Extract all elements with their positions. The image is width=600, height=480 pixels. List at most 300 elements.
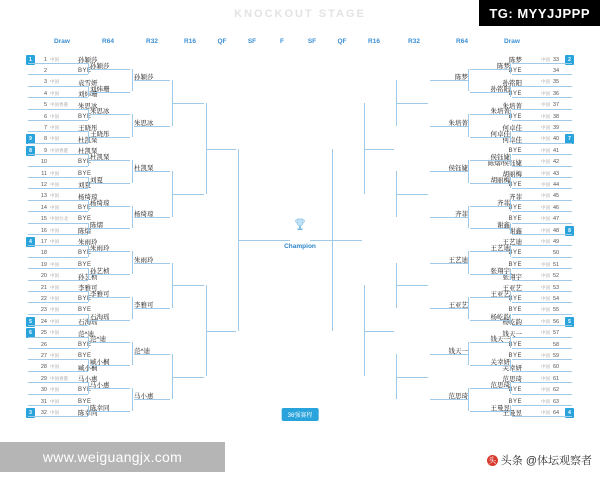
bracket-line — [470, 388, 510, 389]
player-name: 关幸妍 — [490, 359, 510, 367]
draw-number: 4 — [43, 90, 47, 97]
bracket-line — [470, 183, 510, 184]
player-name: 钱天一 — [490, 336, 510, 344]
r64-right-9[interactable] — [470, 240, 510, 255]
bracket-connector — [468, 297, 469, 320]
bracket-line — [134, 263, 170, 264]
draw-number: 48 — [553, 227, 560, 234]
player-club: 中国 — [541, 227, 550, 233]
r64-right-15[interactable] — [470, 377, 510, 392]
r64-left-11[interactable] — [90, 286, 130, 301]
bracket-line — [90, 160, 130, 161]
draw-number: 28 — [40, 364, 47, 371]
r64-right-13[interactable] — [470, 331, 510, 346]
player-name: 陈幸同 — [78, 410, 98, 418]
draw-number: 46 — [553, 204, 560, 211]
player-name: 钱天一 — [502, 330, 522, 338]
bracket-line — [28, 416, 88, 417]
player-name: 王亚艺 — [490, 290, 510, 298]
bracket-line — [396, 377, 428, 378]
r64-right-7[interactable] — [470, 195, 510, 210]
r32-right-3[interactable] — [430, 160, 468, 175]
player-name: 孙颖莎 — [134, 74, 154, 82]
bracket-connector — [468, 206, 469, 229]
r64-left-10[interactable] — [90, 263, 130, 278]
player-name: 陈熠 — [78, 228, 91, 235]
draw-number: 12 — [40, 181, 47, 188]
player-name: 王曼昱 — [490, 404, 510, 412]
draw-number: 35 — [553, 79, 560, 86]
bracket-line — [90, 137, 130, 138]
draw-number: 20 — [40, 273, 47, 280]
player-name: 齐菲 — [455, 210, 468, 218]
round-header-7: SF — [307, 38, 317, 45]
bracket-connector — [88, 359, 89, 370]
draw-number: 3 — [43, 79, 47, 86]
r32-left-5[interactable] — [134, 252, 170, 267]
bracket-connector — [88, 337, 89, 348]
draw-number: 26 — [40, 341, 47, 348]
draw-number: 54 — [553, 295, 560, 302]
player-name: BYE — [508, 352, 522, 359]
r64-left-1[interactable] — [90, 58, 130, 73]
bracket-line — [134, 126, 170, 127]
source-credit — [487, 452, 592, 468]
player-name: 孙铭阳 — [490, 85, 510, 93]
player-club: 中国 — [541, 284, 550, 290]
player-name: 朱思冰 — [134, 119, 154, 127]
player-name: 王亚艺 — [448, 302, 468, 310]
bracket-line — [430, 399, 468, 400]
player-club: 中国 — [541, 90, 550, 96]
player-name: 刘夏 — [78, 182, 91, 190]
bracket-connector — [132, 206, 133, 229]
url-watermark: www.weiguangjx.com — [0, 442, 225, 472]
player-name: 钱天一 — [448, 347, 468, 355]
player-name: 马小惠 — [78, 376, 98, 384]
bracket-connector — [132, 342, 133, 365]
player-name: 谢鑫 — [497, 222, 510, 230]
bracket-connector — [468, 251, 469, 274]
player-name: BYE — [78, 261, 92, 268]
seed-badge: 8 — [565, 226, 574, 236]
draw-number: 55 — [553, 307, 560, 314]
player-name: 马小惠 — [90, 381, 110, 389]
r64-right-6[interactable] — [470, 172, 510, 187]
r32-right-4[interactable] — [430, 206, 468, 221]
player-name: BYE — [78, 352, 92, 359]
r64-left-4[interactable] — [90, 126, 130, 141]
player-name: BYE — [508, 67, 522, 74]
seed-badge: 3 — [26, 408, 35, 418]
player-name: 杜凯琹 — [78, 136, 98, 144]
draw-number: 13 — [40, 193, 47, 200]
r64-right-10[interactable] — [470, 263, 510, 278]
bracket-line — [90, 365, 130, 366]
player-name: 杜凯琹 — [134, 165, 154, 173]
player-name: 刘炜珊 — [78, 91, 98, 99]
player-name: 朱培菁 — [490, 108, 510, 116]
r64-right-11[interactable] — [470, 286, 510, 301]
bracket-line — [470, 274, 510, 275]
watermark-title: KNOCKOUT STAGE — [234, 8, 366, 20]
draw-number: 16 — [40, 227, 47, 234]
draw-number: 27 — [40, 352, 47, 359]
bracket-line — [90, 228, 130, 229]
player-name: 陈梦 — [509, 57, 522, 64]
player-name: 范思琦 — [490, 381, 510, 389]
r32-right-7[interactable] — [430, 343, 468, 358]
r32-left-6[interactable] — [134, 297, 170, 312]
player-name: 何卓佳 — [502, 136, 522, 144]
bracket-connector — [510, 359, 511, 370]
draw-number: 36 — [553, 90, 560, 97]
player-name: 刘夏 — [90, 176, 103, 184]
r32-left-2[interactable] — [134, 115, 170, 130]
bracket-connector — [88, 86, 89, 97]
player-name: 杨绮琼 — [134, 210, 154, 218]
draw-number: 53 — [553, 284, 560, 291]
bracket-connector — [510, 223, 511, 234]
bracket-line — [470, 92, 510, 93]
player-name: 石洵瑶 — [90, 313, 110, 321]
r64-right-16[interactable] — [470, 400, 510, 415]
bracket-line — [430, 80, 468, 81]
bracket-line — [206, 149, 236, 150]
draw-number: 10 — [40, 159, 47, 166]
player-club: 中国 — [50, 330, 59, 336]
round-header-5: SF — [247, 38, 257, 45]
bracket-connector — [510, 109, 511, 120]
bracket-line — [310, 240, 332, 241]
bracket-connector — [468, 69, 469, 92]
player-club: 中国台北 — [50, 216, 68, 222]
player-club: 中国 — [541, 273, 550, 279]
draw-number: 63 — [553, 398, 560, 405]
player-name: 张翔宇 — [502, 273, 522, 281]
draw-number: 18 — [40, 250, 47, 257]
player-name: 范思琦 — [448, 393, 468, 401]
bracket-connector — [468, 342, 469, 365]
seed-badge: 4 — [26, 237, 35, 247]
player-club: 中国 — [50, 113, 59, 119]
player-name: BYE — [508, 307, 522, 314]
player-club: 中国 — [541, 409, 550, 415]
r64-left-13[interactable] — [90, 331, 130, 346]
r64-right-8[interactable] — [470, 217, 510, 232]
player-name: 谢鑫 — [509, 228, 522, 235]
tg-badge: TG: MYYJJPPP — [479, 0, 600, 26]
draw-number: 25 — [40, 330, 47, 337]
player-name: 孙颖莎 — [90, 62, 110, 70]
player-name: BYE — [508, 113, 522, 120]
r64-left-12[interactable] — [90, 309, 130, 324]
bracket-connector — [88, 245, 89, 256]
r32-right-2[interactable] — [430, 115, 468, 130]
player-name: 杜凯琹 — [78, 148, 98, 156]
bracket-line — [430, 263, 468, 264]
r32-right-6[interactable] — [430, 297, 468, 312]
draw-number: 11 — [41, 170, 47, 177]
r64-right-4[interactable] — [470, 126, 510, 141]
draw-number: 30 — [40, 387, 47, 394]
bracket-connector — [88, 405, 89, 416]
bracket-connector — [510, 405, 511, 416]
bracket-connector — [132, 297, 133, 320]
draw-number: 57 — [553, 330, 560, 337]
player-name: 刘炜珊 — [90, 85, 110, 93]
r32-left-3[interactable] — [134, 160, 170, 175]
player-club: 中国 — [50, 364, 59, 370]
bracket-line — [90, 411, 130, 412]
player-name: BYE — [508, 181, 522, 188]
bracket-line — [364, 331, 394, 332]
draw-number: 43 — [553, 170, 560, 177]
round-header-6: F — [280, 38, 284, 45]
bracket-connector — [510, 291, 511, 302]
player-name: 王艺迪 — [448, 256, 468, 264]
bracket-connector — [88, 223, 89, 234]
r64-left-9[interactable] — [90, 240, 130, 255]
bracket-line — [172, 194, 204, 195]
r32-right-1[interactable] — [430, 69, 468, 84]
player-name: 孙艺桢 — [90, 267, 110, 275]
player-club: 中国 — [541, 170, 550, 176]
bracket-line — [470, 297, 510, 298]
bracket-connector — [468, 114, 469, 137]
bracket-connector — [88, 154, 89, 165]
player-club: 中国 — [541, 352, 550, 358]
bracket-line — [90, 114, 130, 115]
player-name: 杨绮琼 — [90, 199, 110, 207]
r64-left-6[interactable] — [90, 172, 130, 187]
bracket-line — [430, 126, 468, 127]
round-header-10: R32 — [408, 38, 420, 45]
player-club: 中国 — [541, 307, 550, 313]
player-name: 马小惠 — [134, 393, 154, 401]
draw-number: 41 — [553, 147, 560, 154]
seed-badge: 6 — [26, 328, 35, 338]
player-name: BYE — [78, 295, 92, 302]
player-club: 中国 — [541, 398, 550, 404]
player-name: 李雅可 — [134, 302, 154, 310]
player-name: 陈梦 — [455, 74, 468, 82]
bracket-line — [172, 103, 204, 104]
player-name: 侯钰婕 — [490, 153, 510, 161]
bracket-connector — [88, 131, 89, 142]
player-name: 关幸妍 — [502, 364, 522, 372]
player-name: 朱雨玲 — [90, 245, 110, 253]
player-name: BYE — [508, 250, 522, 257]
bracket-line — [512, 416, 572, 417]
draw-number: 1 — [43, 56, 47, 63]
player-club: 中国 — [541, 216, 550, 222]
player-name: BYE — [508, 341, 522, 348]
draw-number: 44 — [553, 181, 560, 188]
r32-left-1[interactable] — [134, 69, 170, 84]
draw-number: 60 — [553, 364, 560, 371]
player-club: 中国 — [50, 90, 59, 96]
player-name: BYE — [78, 216, 92, 223]
r64-right-14[interactable] — [470, 354, 510, 369]
r64-left-15[interactable] — [90, 377, 130, 392]
player-club: 中国 — [541, 159, 550, 165]
player-club: 中国 — [541, 318, 550, 324]
player-club: 中国 — [50, 170, 59, 176]
player-name: BYE — [78, 307, 92, 314]
player-name: 齐菲 — [509, 193, 522, 201]
bracket-connector — [88, 109, 89, 120]
bracket-line — [172, 285, 204, 286]
draw-number: 6 — [43, 113, 47, 120]
bracket-line — [90, 297, 130, 298]
draw-number: 14 — [40, 204, 47, 211]
source-text: 头条 @体坛观察者 — [500, 455, 592, 467]
r64-left-16[interactable] — [90, 400, 130, 415]
draw-number: 7 — [43, 124, 47, 131]
r64-left-14[interactable] — [90, 354, 130, 369]
r32-left-8[interactable] — [134, 388, 170, 403]
player-name: 石洵瑶 — [78, 319, 98, 327]
r64-left-7[interactable] — [90, 195, 130, 210]
bracket-line — [396, 194, 428, 195]
bracket-line — [470, 365, 510, 366]
bracket-line — [364, 149, 394, 150]
draw-number: 23 — [40, 307, 47, 314]
bracket-connector — [468, 160, 469, 183]
champion-label: Champion — [284, 243, 316, 250]
seed-badge: 5 — [565, 317, 574, 327]
player-club: 中国 — [541, 79, 550, 85]
player-club: 中国 — [541, 147, 550, 153]
player-club: 中国 — [541, 56, 550, 62]
player-name: 朱雨玲 — [78, 239, 98, 247]
draw-number: 22 — [40, 295, 47, 302]
bracket-line — [470, 228, 510, 229]
player-name: 臧小桐 — [90, 359, 110, 367]
draw-number: 38 — [553, 113, 560, 120]
bracket-line — [470, 342, 510, 343]
r32-right-8[interactable] — [430, 388, 468, 403]
r64-left-2[interactable] — [90, 81, 130, 96]
bracket-line — [430, 171, 468, 172]
toutiao-icon: 头 — [488, 455, 497, 465]
seed-badge: 7 — [565, 134, 574, 144]
r64-right-12[interactable] — [470, 309, 510, 324]
draw-row-right-64[interactable] — [502, 405, 574, 420]
player-club: 中国 — [50, 284, 59, 290]
player-name: 杜凯琹 — [90, 153, 110, 161]
player-name: 杨屹韵 — [502, 319, 522, 327]
bracket-connector — [88, 382, 89, 393]
player-name: 陈幸同 — [90, 404, 110, 412]
player-name: 朱雨玲 — [134, 256, 154, 264]
round-header-12: Draw — [504, 38, 520, 45]
draw-row-left-32[interactable] — [26, 405, 98, 420]
draw-number: 50 — [553, 250, 560, 257]
player-club: 中国 — [50, 238, 59, 244]
bracket-connector — [510, 245, 511, 256]
player-club: 中国 — [541, 102, 550, 108]
player-club: 中国 — [50, 261, 59, 267]
bracket-connector — [510, 200, 511, 211]
player-club: 中国香港 — [50, 102, 68, 108]
bracket-connector — [88, 291, 89, 302]
player-club: 中国 — [50, 295, 59, 301]
r64-left-8[interactable] — [90, 217, 130, 232]
draw-number: 39 — [553, 124, 560, 131]
bracket-connector — [88, 314, 89, 325]
player-name: BYE — [508, 295, 522, 302]
player-name: BYE — [508, 398, 522, 405]
player-club: 中国 — [50, 227, 59, 233]
draw-number: 33 — [553, 56, 560, 63]
r64-right-1[interactable] — [470, 58, 510, 73]
draw-number: 58 — [553, 341, 560, 348]
player-name: 范思琦 — [502, 376, 522, 384]
bracket-line — [90, 206, 130, 207]
trophy-icon — [294, 218, 306, 232]
bracket-line — [90, 388, 130, 389]
bracket-line — [134, 399, 170, 400]
player-name: 李雅可 — [90, 290, 110, 298]
player-name: BYE — [78, 398, 92, 405]
r32-left-4[interactable] — [134, 206, 170, 221]
bracket-connector — [510, 268, 511, 279]
bracket-connector — [88, 63, 89, 74]
r64-left-5[interactable] — [90, 149, 130, 164]
r64-left-3[interactable] — [90, 103, 130, 118]
draw-number: 31 — [40, 398, 47, 405]
draw-number: 5 — [43, 102, 47, 109]
player-club: 中国 — [50, 204, 59, 210]
draw-number: 8 — [43, 136, 47, 143]
bracket-line — [430, 354, 468, 355]
bracket-line — [470, 320, 510, 321]
r32-right-5[interactable] — [430, 252, 468, 267]
r64-right-2[interactable] — [470, 81, 510, 96]
seed-badge: 8 — [26, 146, 35, 156]
bracket-connector — [88, 200, 89, 211]
draw-number: 24 — [40, 318, 47, 325]
draw-number: 15 — [40, 216, 47, 223]
player-club: 中国 — [541, 261, 550, 267]
bracket-line — [134, 80, 170, 81]
seed-badge: 4 — [565, 408, 574, 418]
bracket-line — [430, 308, 468, 309]
player-club: 中国香港 — [50, 147, 68, 153]
draw-number: 47 — [553, 216, 560, 223]
draw-number: 42 — [553, 159, 560, 166]
player-name: 何卓佳 — [490, 131, 510, 139]
player-name: 王艺迪 — [502, 239, 522, 247]
r64-right-3[interactable] — [470, 103, 510, 118]
bracket-connector — [510, 86, 511, 97]
bracket-line — [470, 411, 510, 412]
player-club: 中国 — [541, 364, 550, 370]
player-name: 张翔宇 — [490, 267, 510, 275]
r64-right-5[interactable] — [470, 149, 510, 164]
bracket-line — [90, 320, 130, 321]
player-club: 中国 — [541, 181, 550, 187]
player-club: 中国 — [50, 273, 59, 279]
round-header-2: R32 — [146, 38, 158, 45]
player-name: 范^迪 — [90, 336, 107, 344]
draw-number: 21 — [40, 284, 47, 291]
bracket-connector — [510, 177, 511, 188]
r32-left-7[interactable] — [134, 343, 170, 358]
bracket-connector — [510, 154, 511, 165]
